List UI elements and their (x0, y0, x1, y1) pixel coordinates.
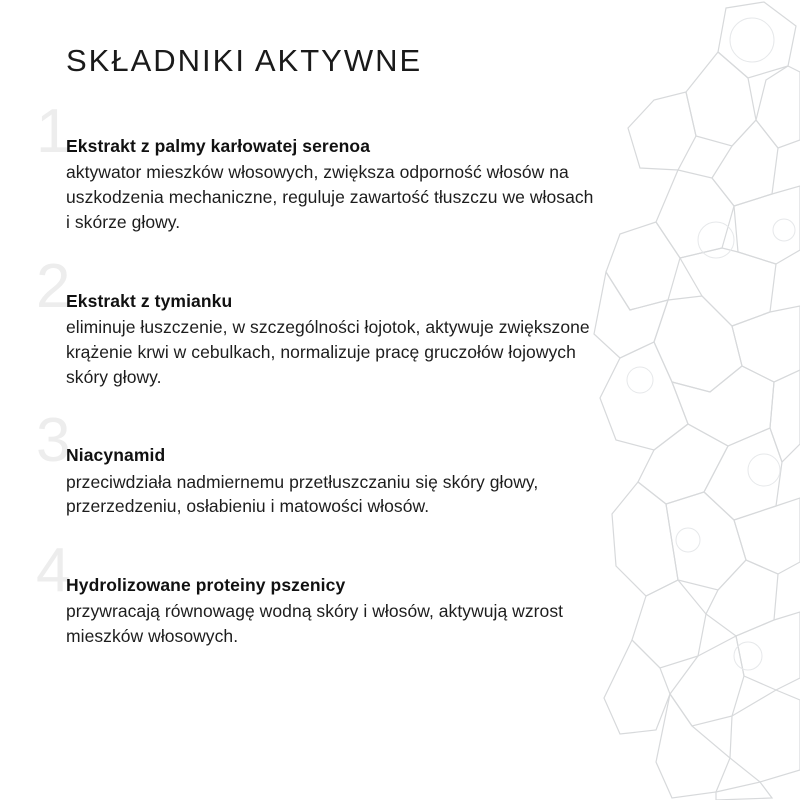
ingredient-description: eliminuje łuszczenie, w szczególności łojotok, aktywuje zwiększone krążenie krwi w cebulkach, normalizuje pracę gruczołów łojowych skóry głowy. (66, 316, 590, 387)
ingredient-description: aktywator mieszków włosowych, zwiększa odporność włosów na uszkodzenia mechaniczne, reguluje zawartość tłuszczu we włosach i skórze głowy. (66, 162, 594, 232)
list-item (36, 406, 740, 519)
ingredient-number: 2 (36, 251, 71, 321)
ingredient-list (36, 97, 740, 649)
ingredient-description: przeciwdziała nadmiernemu przetłuszczaniu się skóry głowy, przerzedzeniu, osłabieniu i matowości włosów. (66, 471, 539, 517)
ingredient-number: 4 (36, 536, 71, 606)
list-item (36, 536, 740, 649)
ingredient-name: Hydrolizowane proteiny pszenicy (66, 575, 346, 596)
page-title: SKŁADNIKI AKTYWNE (66, 43, 423, 78)
list-item (36, 251, 740, 390)
ingredient-name: Niacynamid (66, 445, 166, 466)
ingredient-number: 1 (36, 97, 71, 167)
ingredient-number: 3 (36, 406, 71, 476)
ingredient-description: przywracają równowagę wodną skóry i włosów, aktywują wzrost mieszków włosowych. (66, 601, 564, 647)
ingredient-name: Ekstrakt z palmy karłowatej serenoa (66, 136, 371, 157)
ingredient-name: Ekstrakt z tymianku (66, 290, 233, 311)
list-item (36, 97, 740, 235)
